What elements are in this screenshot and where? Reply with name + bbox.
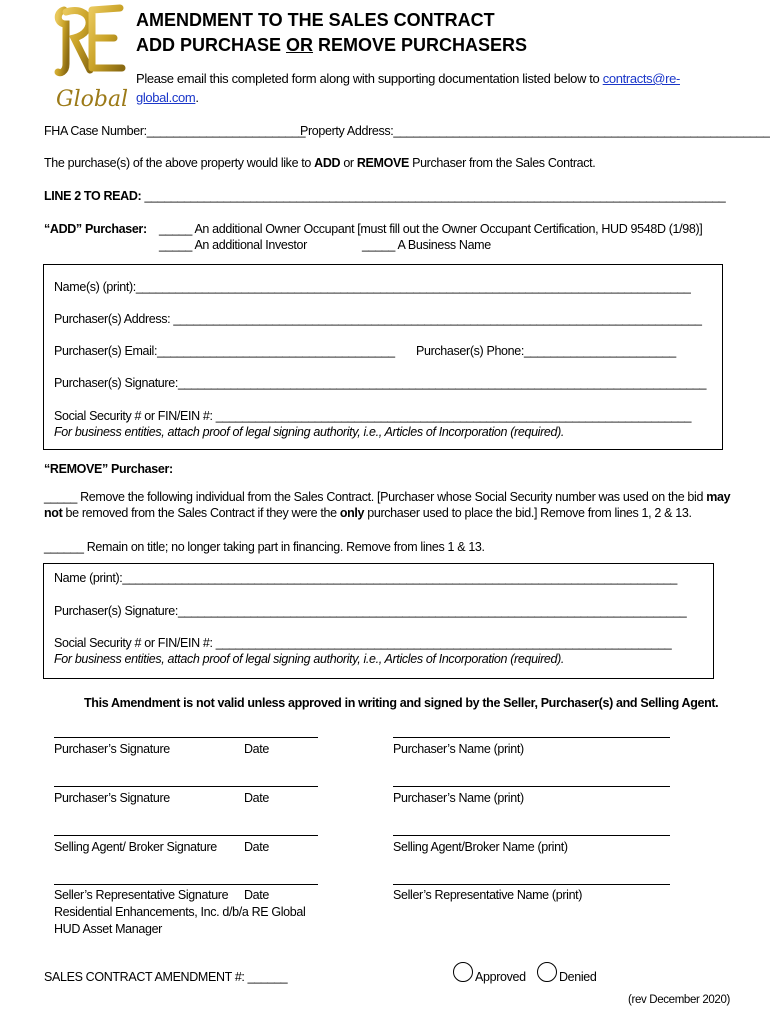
- intro-or: or: [340, 156, 357, 170]
- page-title-line1: AMENDMENT TO THE SALES CONTRACT: [136, 10, 495, 30]
- property-address-field[interactable]: Property Address:_________________________________________________________: [300, 124, 770, 138]
- add-option-business[interactable]: _____ A Business Name: [362, 238, 491, 252]
- agent-signature-label: Selling Agent/ Broker Signature: [54, 840, 217, 854]
- intro-sentence: [44, 156, 595, 170]
- remove-business-note: For business entities, attach proof of legal signing authority, i.e., Articles of Incorporation (required).: [54, 652, 565, 666]
- instruction-line1: [136, 71, 680, 86]
- add-option-investor[interactable]: _____ An additional Investor: [159, 238, 307, 252]
- add-email-field[interactable]: Purchaser(s) Email:____________________________________: [54, 344, 395, 358]
- logo-graphic: [52, 2, 132, 116]
- line-2-field[interactable]: [44, 189, 725, 203]
- purchaser-2-signature-label: Purchaser’s Signature: [54, 791, 170, 805]
- purchaser-2-date-label: Date: [244, 791, 270, 805]
- agent-name-label: Selling Agent/Broker Name (print): [393, 840, 568, 854]
- fha-case-number-field[interactable]: FHA Case Number:________________________: [44, 124, 306, 138]
- purchaser-1-signature-label: Purchaser’s Signature: [54, 742, 170, 756]
- remove-purchaser-label: “REMOVE” Purchaser:: [44, 462, 173, 476]
- remove-option-line2: [44, 506, 692, 520]
- agent-name-line[interactable]: [393, 835, 670, 836]
- instruction-period: .: [195, 90, 199, 105]
- validity-note: This Amendment is not valid unless approved in writing and signed by the Seller, Purchaser(s) and Selling Agent.: [84, 696, 719, 710]
- remove-name-field[interactable]: Name (print):____________________________________________________________________________________: [54, 571, 677, 585]
- approved-radio[interactable]: [453, 962, 473, 982]
- agent-date-label: Date: [244, 840, 270, 854]
- line-2-blank[interactable]: ________________________________________________________________________________________: [144, 189, 726, 203]
- page-title-line2: [136, 35, 527, 56]
- title-add-text: ADD PURCHASE: [136, 35, 287, 55]
- intro-add: ADD: [314, 156, 341, 170]
- svg-text:Global: Global: [56, 87, 129, 112]
- denied-radio[interactable]: [537, 962, 557, 982]
- hud-asset-manager-line: HUD Asset Manager: [54, 922, 162, 936]
- purchaser-2-signature-line[interactable]: [54, 786, 318, 787]
- remove-text-a: _____ Remove the following individual from the Sales Contract. [Purchaser whose Social Security number was used on the bid: [44, 490, 707, 504]
- add-address-field[interactable]: Purchaser(s) Address: ________________________________________________________________________________: [54, 312, 702, 326]
- seller-rep-name-line[interactable]: [393, 884, 670, 885]
- purchaser-1-name-line[interactable]: [393, 737, 670, 738]
- remove-option-line1[interactable]: [44, 490, 730, 504]
- email-link-part1[interactable]: contracts@re-: [602, 71, 680, 86]
- purchaser-1-signature-line[interactable]: [54, 737, 318, 738]
- purchaser-2-name-line[interactable]: [393, 786, 670, 787]
- seller-rep-name-label: Seller’s Representative Name (print): [393, 888, 583, 902]
- add-purchaser-label: “ADD” Purchaser:: [44, 222, 147, 236]
- purchaser-2-name-label: Purchaser’s Name (print): [393, 791, 524, 805]
- instruction-line2: [136, 90, 199, 105]
- remove-text-b: be removed from the Sales Contract if they were the: [62, 506, 340, 520]
- add-names-field[interactable]: Name(s) (print):____________________________________________________________________________________: [54, 280, 691, 294]
- company-line: Residential Enhancements, Inc. d/b/a RE Global: [54, 905, 306, 919]
- remove-signature-field[interactable]: Purchaser(s) Signature:_____________________________________________________________________________: [54, 604, 687, 618]
- denied-label: Denied: [559, 970, 597, 984]
- seller-rep-signature-line[interactable]: [54, 884, 318, 885]
- revision-date: (rev December 2020): [628, 994, 731, 1006]
- intro-text-pre: The purchase(s) of the above property would like to: [44, 156, 315, 170]
- seller-rep-date-label: Date: [244, 888, 270, 902]
- title-remove-text: REMOVE PURCHASERS: [313, 35, 528, 55]
- title-or-text: OR: [286, 35, 314, 55]
- add-business-note: For business entities, attach proof of legal signing authority, i.e., Articles of Incorporation (required).: [54, 425, 565, 439]
- instruction-text: Please email this completed form along with supporting documentation listed below to: [136, 71, 603, 86]
- intro-remove: REMOVE: [356, 156, 409, 170]
- remove-not: not: [44, 506, 63, 520]
- intro-text-post: Purchaser from the Sales Contract.: [408, 156, 596, 170]
- line-2-label: LINE 2 TO READ:: [44, 189, 145, 203]
- email-link-part2[interactable]: global.com: [136, 90, 196, 105]
- purchaser-1-date-label: Date: [244, 742, 270, 756]
- remove-may: may: [706, 490, 731, 504]
- add-ssn-field[interactable]: Social Security # or FIN/EIN #: ________________________________________________________________________: [54, 409, 692, 423]
- re-global-logo: [52, 2, 132, 116]
- purchaser-1-name-label: Purchaser’s Name (print): [393, 742, 524, 756]
- approved-label: Approved: [475, 970, 526, 984]
- add-phone-field[interactable]: Purchaser(s) Phone:_______________________: [416, 344, 676, 358]
- seller-rep-signature-label: Seller’s Representative Signature: [54, 888, 229, 902]
- sales-contract-amendment-number[interactable]: SALES CONTRACT AMENDMENT #: ______: [44, 970, 288, 984]
- remove-ssn-field[interactable]: Social Security # or FIN/EIN #: _____________________________________________________________________: [54, 636, 672, 650]
- add-signature-field[interactable]: Purchaser(s) Signature:________________________________________________________________________________: [54, 376, 707, 390]
- add-option-owner-occupant[interactable]: _____ An additional Owner Occupant [must fill out the Owner Occupant Certification, HUD 9548D (1/98)]: [159, 222, 703, 236]
- remain-on-title-option[interactable]: ______ Remain on title; no longer taking part in financing. Remove from lines 1 & 13.: [44, 540, 485, 554]
- agent-signature-line[interactable]: [54, 835, 318, 836]
- remove-text-c: purchaser used to place the bid.] Remove from lines 1, 2 & 13.: [364, 506, 692, 520]
- remove-only: only: [339, 506, 365, 520]
